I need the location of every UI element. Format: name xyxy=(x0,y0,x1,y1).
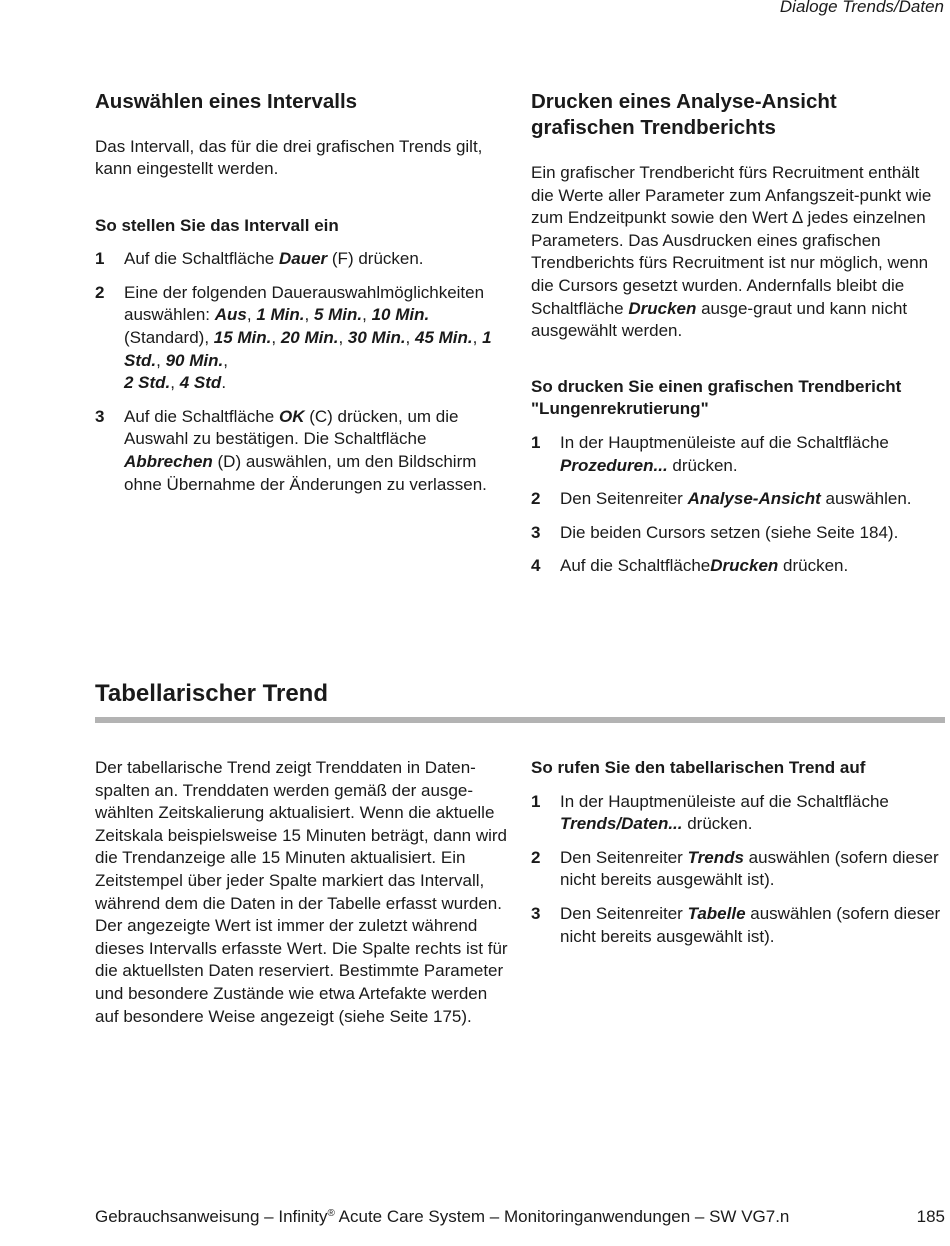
step-text: In der Hauptmenüleiste auf die Schaltfläche xyxy=(560,432,889,452)
option-4-std: 4 Std xyxy=(179,373,222,393)
page-number: 185 xyxy=(916,1207,945,1226)
print-step-4 xyxy=(531,555,946,578)
footer-text xyxy=(95,1207,789,1226)
standard-note: (Standard), xyxy=(124,328,214,348)
drucken-button-ref: Drucken xyxy=(628,298,697,318)
interval-steps xyxy=(95,248,510,496)
tabelle-tab-ref: Tabelle xyxy=(687,903,746,923)
step-number: 2 xyxy=(95,282,105,302)
step-text: Auf die Schaltfläche xyxy=(124,249,279,269)
step-number: 1 xyxy=(95,249,105,269)
print-report-section xyxy=(531,89,946,589)
option-1-min: 1 Min. xyxy=(256,305,305,325)
step-text: auswählen (sofern dieser nicht bereits ausgewählt ist). xyxy=(560,847,939,890)
step-text: (D) auswählen, um den Bildschirm ohne Übernahme der Änderungen zu verlassen. xyxy=(124,452,487,494)
option-15-min: 15 Min. xyxy=(213,328,272,348)
interval-section xyxy=(95,89,510,507)
print-step-2 xyxy=(531,488,946,511)
option-30-min: 30 Min. xyxy=(347,328,406,348)
option-5-min: 5 Min. xyxy=(313,305,363,325)
print-report-heading xyxy=(531,89,946,140)
print-report-intro xyxy=(531,162,946,343)
abbrechen-button-ref: Abbrechen xyxy=(124,452,213,472)
step-text: Die beiden Cursors setzen (siehe Seite 184). xyxy=(560,522,899,542)
intro-text: ausge-graut und kann nicht ausgewählt werden. xyxy=(531,298,908,341)
step-number: 2 xyxy=(531,489,541,509)
intro-text: Ein grafischer Trendbericht fürs Recruitment enthält die Werte aller Parameter zum Anfangszeit-punkt wie zum Endzeitpunkt sowie den Wert ∆ jedes einzelnen Parameters. Das Ausdrucken eines grafischen Trendberichts fürs Recruitment ist nur möglich, wenn die Cursors gesetzt wurden. Andernfalls bleibt die Schaltfläche xyxy=(531,163,932,318)
interval-intro: Das Intervall, das für die drei grafischen Trends gilt, kann eingestellt werden. xyxy=(95,136,483,179)
dauer-button-ref: Dauer xyxy=(278,249,328,269)
ok-button-ref: OK xyxy=(278,406,305,426)
step-text: drücken. xyxy=(667,455,738,475)
step-text: auswählen (sofern dieser nicht bereits ausgewählt ist). xyxy=(560,903,941,946)
heading-line: Drucken eines Analyse-Ansicht xyxy=(531,90,837,113)
step-number: 1 xyxy=(531,432,541,452)
tabular-trend-body: Der tabellarische Trend zeigt Trenddaten in Daten-spalten an. Trenddaten werden gemäß der ausge-wählten Zeitskalierung aktualisiert. Wenn die aktuelle Zeitskala beispielsweise 15 Minuten beträgt, dann wird die Trendanzeige alle 15 Minuten aktualisiert. Ein Zeitstempel über jeder Spalte markiert das Intervall, während dem die Daten in der Tabelle erfasst wurden. Der angezeigte Wert ist immer der zuletzt während dieses Intervalls erfasste Wert. Die Spalte rechts ist für die aktuellsten Daten reserviert. Bestimmte Parameter und besondere Zustände wie etwa Artefakte werden auf besondere Weise angezeigt (siehe Seite 175). xyxy=(95,758,508,1026)
option-aus: Aus xyxy=(214,305,247,325)
step-text: (C) drücken, um die Auswahl zu bestätigen. Die Schaltfläche xyxy=(124,406,459,449)
footer-text-part: Gebrauchsanweisung – Infinity xyxy=(95,1207,328,1226)
step-number: 3 xyxy=(95,406,105,426)
option-45-min: 45 Min. xyxy=(415,328,473,348)
interval-procedure-title: So stellen Sie das Intervall ein xyxy=(95,215,339,235)
drucken-button-ref: Drucken xyxy=(710,556,779,576)
interval-step-1 xyxy=(95,248,510,271)
tabular-trend-description xyxy=(95,757,513,1028)
option-90-min: 90 Min. xyxy=(165,350,224,370)
interval-step-2: 2 Eine der folgenden Dauerauswahlmöglichkeiten auswählen: Aus, 1 Min., 5 Min., 10 Min. (Standard), 15 Min., 20 Min., 30 Min., 45 Min., 1 Std., 90 Min., 2 Std., 4 Std. xyxy=(95,282,492,393)
heading-line: grafischen Trendberichts xyxy=(531,115,776,139)
step-text: (F) drücken. xyxy=(327,249,424,269)
open-tabular-steps xyxy=(531,791,946,949)
step-text: drücken. xyxy=(778,556,849,576)
print-steps xyxy=(531,432,946,578)
registered-mark: ® xyxy=(327,1208,335,1219)
step-text: Eine der folgenden Dauerauswahlmöglichkeiten auswählen: xyxy=(124,282,485,325)
open-tabular-procedure-title: So rufen Sie den tabellarischen Trend auf xyxy=(531,758,866,777)
step-number: 4 xyxy=(531,556,541,576)
prozeduren-button-ref: Prozeduren... xyxy=(560,455,668,475)
print-procedure-title: So drucken Sie einen grafischen Trendbericht "Lungenrekrutierung" xyxy=(531,376,902,419)
step-text: Auf die Schaltfläche xyxy=(560,556,711,576)
trends-tab-ref: Trends xyxy=(687,847,744,867)
print-step-1 xyxy=(531,432,946,477)
step-number: 2 xyxy=(531,847,541,867)
print-step-3 xyxy=(531,522,946,545)
open-tabular-step-2 xyxy=(531,847,946,892)
page-footer xyxy=(95,1206,945,1228)
open-tabular-trend-section xyxy=(531,757,946,959)
step-number: 3 xyxy=(531,903,541,923)
section-divider xyxy=(95,717,945,723)
interval-heading: Auswählen eines Intervalls xyxy=(95,90,358,113)
step-number: 1 xyxy=(531,791,541,811)
step-text: auswählen. xyxy=(820,489,912,509)
step-text: In der Hauptmenüleiste auf die Schaltfläche xyxy=(560,791,889,811)
tabular-trend-title: Tabellarischer Trend xyxy=(95,680,328,707)
step-text: drücken. xyxy=(682,814,753,834)
step-text: Den Seitenreiter xyxy=(560,489,688,509)
option-2-std: 2 Std. xyxy=(124,373,171,393)
open-tabular-step-3 xyxy=(531,903,946,948)
step-number: 3 xyxy=(531,522,541,542)
option-20-min: 20 Min. xyxy=(280,328,339,348)
analyse-ansicht-tab-ref: Analyse-Ansicht xyxy=(687,489,821,509)
running-header: Dialoge Trends/Daten xyxy=(779,0,944,16)
option-1-std: 1 Std. xyxy=(124,328,492,370)
step-text: Den Seitenreiter xyxy=(560,847,688,867)
interval-step-3 xyxy=(95,406,510,496)
step-text: Den Seitenreiter xyxy=(560,903,688,923)
option-10-min: 10 Min. xyxy=(371,305,430,325)
step-text: Auf die Schaltfläche xyxy=(124,406,279,426)
trends-daten-button-ref: Trends/Daten... xyxy=(560,814,683,834)
open-tabular-step-1 xyxy=(531,791,946,836)
footer-text-part: Acute Care System – Monitoringanwendungen – SW VG7.n xyxy=(334,1207,790,1226)
